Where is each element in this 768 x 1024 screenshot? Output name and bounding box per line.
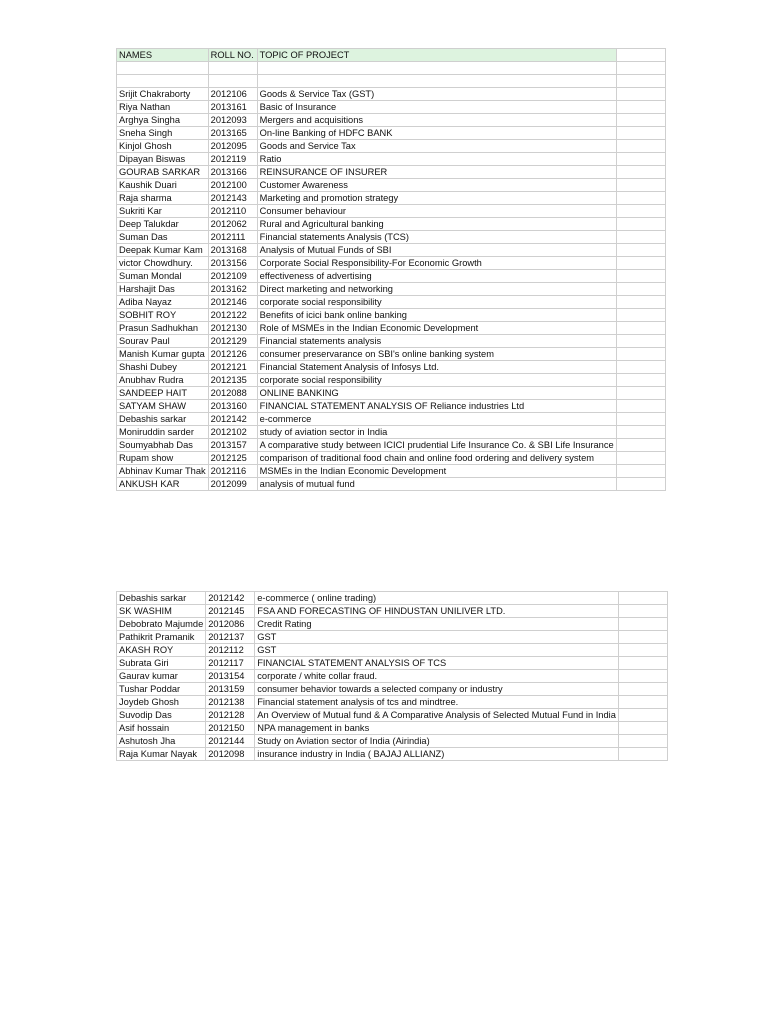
blank-row [117,62,666,75]
roll-no-cell: 2012125 [208,452,257,465]
table-row [117,478,666,491]
empty-cell [616,101,665,114]
name-cell: Rupam show [117,452,209,465]
name-cell: Harshajit Das [117,283,209,296]
empty-cell [618,709,667,722]
name-cell: Abhinav Kumar Thak [117,465,209,478]
empty-cell [616,244,665,257]
empty-cell [616,49,665,62]
project-table-main [116,48,666,491]
name-cell: Kaushik Duari [117,179,209,192]
empty-cell [616,426,665,439]
topic-cell: Direct marketing and networking [257,283,616,296]
name-cell: Raja sharma [117,192,209,205]
empty-cell [616,374,665,387]
topic-cell: effectiveness of advertising [257,270,616,283]
empty-cell [618,605,667,618]
topic-cell: GST [255,631,619,644]
table-row [117,592,668,605]
topic-cell: Analysis of Mutual Funds of SBI [257,244,616,257]
table-row [117,439,666,452]
roll-no-cell: 2012142 [206,592,255,605]
empty-cell [616,309,665,322]
empty-cell [618,670,667,683]
table-row [117,387,666,400]
roll-no-cell: 2013161 [208,101,257,114]
name-cell: GOURAB SARKAR [117,166,209,179]
topic-cell: Study on Aviation sector of India (Airindia) [255,735,619,748]
table-row [117,400,666,413]
topic-cell: FSA AND FORECASTING OF HINDUSTAN UNILIVER LTD. [255,605,619,618]
roll-no-cell: 2012137 [206,631,255,644]
name-cell: Srijit Chakraborty [117,88,209,101]
topic-cell: Mergers and acquisitions [257,114,616,127]
table-row [117,140,666,153]
empty-cell [616,322,665,335]
topic-cell: FINANCIAL STATEMENT ANALYSIS OF Reliance industries Ltd [257,400,616,413]
table-row [117,722,668,735]
roll-no-cell: 2012142 [208,413,257,426]
name-cell: SOBHIT ROY [117,309,209,322]
empty-cell [208,75,257,88]
roll-no-cell: 2012126 [208,348,257,361]
table-row [117,670,668,683]
roll-no-cell: 2012138 [206,696,255,709]
blank-row [117,75,666,88]
empty-cell [616,400,665,413]
table-row [117,374,666,387]
roll-no-cell: 2012129 [208,335,257,348]
table-row [117,179,666,192]
roll-no-cell: 2012143 [208,192,257,205]
roll-no-cell: 2013162 [208,283,257,296]
empty-cell [618,748,667,761]
roll-no-cell: 2012116 [208,465,257,478]
table-row [117,361,666,374]
table-row [117,153,666,166]
topic-cell: comparison of traditional food chain and online food ordering and delivery system [257,452,616,465]
topic-cell: corporate social responsibility [257,296,616,309]
topic-cell: ONLINE BANKING [257,387,616,400]
table-row [117,270,666,283]
name-cell: SK WASHIM [117,605,206,618]
empty-cell [616,478,665,491]
name-cell: Deep Talukdar [117,218,209,231]
topic-cell: GST [255,644,619,657]
table-row [117,413,666,426]
name-cell: Moniruddin sarder [117,426,209,439]
roll-no-cell: 2012109 [208,270,257,283]
table-row [117,101,666,114]
name-cell: Deepak Kumar Kam [117,244,209,257]
table-row [117,605,668,618]
topic-cell: Ratio [257,153,616,166]
empty-cell [618,735,667,748]
table-row [117,696,668,709]
empty-cell [616,413,665,426]
table-row [117,88,666,101]
roll-no-cell: 2012122 [208,309,257,322]
table-row [117,257,666,270]
header-names: NAMES [117,49,209,62]
topic-cell: Marketing and promotion strategy [257,192,616,205]
roll-no-cell: 2013166 [208,166,257,179]
empty-cell [616,88,665,101]
empty-cell [616,75,665,88]
empty-cell [616,192,665,205]
empty-cell [616,348,665,361]
name-cell: Joydeb Ghosh [117,696,206,709]
name-cell: Anubhav Rudra [117,374,209,387]
empty-cell [616,140,665,153]
roll-no-cell: 2012112 [206,644,255,657]
project-table-secondary [116,591,668,761]
roll-no-cell: 2012095 [208,140,257,153]
roll-no-cell: 2013157 [208,439,257,452]
empty-cell [618,657,667,670]
empty-cell [616,179,665,192]
name-cell: Arghya Singha [117,114,209,127]
name-cell: Soumyabhab Das [117,439,209,452]
name-cell: Pathikrit Pramanik [117,631,206,644]
table-row [117,735,668,748]
empty-cell [616,270,665,283]
empty-cell [616,361,665,374]
topic-cell: Rural and Agricultural banking [257,218,616,231]
topic-cell: Consumer behaviour [257,205,616,218]
roll-no-cell: 2012088 [208,387,257,400]
name-cell: Sourav Paul [117,335,209,348]
project-table-main-body [117,49,666,491]
roll-no-cell: 2012098 [206,748,255,761]
topic-cell: e-commerce ( online trading) [255,592,619,605]
header-roll-no: ROLL NO. [208,49,257,62]
empty-cell [117,75,209,88]
name-cell: Debobrato Majumde [117,618,206,631]
topic-cell: insurance industry in India ( BAJAJ ALLIANZ) [255,748,619,761]
topic-cell: An Overview of Mutual fund & A Comparative Analysis of Selected Mutual Fund in India [255,709,619,722]
topic-cell: Financial statements analysis [257,335,616,348]
table-row [117,748,668,761]
table-row [117,192,666,205]
name-cell: Riya Nathan [117,101,209,114]
name-cell: victor Chowdhury. [117,257,209,270]
topic-cell: Role of MSMEs in the Indian Economic Development [257,322,616,335]
empty-cell [618,696,667,709]
name-cell: Dipayan Biswas [117,153,209,166]
name-cell: AKASH ROY [117,644,206,657]
empty-cell [616,166,665,179]
name-cell: SANDEEP HAIT [117,387,209,400]
table-row [117,348,666,361]
roll-no-cell: 2012130 [208,322,257,335]
topic-cell: Goods & Service Tax (GST) [257,88,616,101]
roll-no-cell: 2013165 [208,127,257,140]
topic-cell: FINANCIAL STATEMENT ANALYSIS OF TCS [255,657,619,670]
empty-cell [618,592,667,605]
table-row [117,618,668,631]
empty-cell [257,75,616,88]
roll-no-cell: 2012099 [208,478,257,491]
topic-cell: consumer behavior towards a selected company or industry [255,683,619,696]
empty-cell [618,683,667,696]
topic-cell: Financial statements Analysis (TCS) [257,231,616,244]
empty-cell [616,62,665,75]
table-row [117,205,666,218]
table-row [117,114,666,127]
topic-cell: Benefits of icici bank online banking [257,309,616,322]
empty-cell [616,283,665,296]
empty-cell [616,218,665,231]
name-cell: ANKUSH KAR [117,478,209,491]
table-row [117,127,666,140]
table-row [117,296,666,309]
roll-no-cell: 2012121 [208,361,257,374]
roll-no-cell: 2013168 [208,244,257,257]
name-cell: Adiba Nayaz [117,296,209,309]
table-row [117,283,666,296]
roll-no-cell: 2012086 [206,618,255,631]
roll-no-cell: 2012128 [206,709,255,722]
topic-cell: MSMEs in the Indian Economic Development [257,465,616,478]
topic-cell: Corporate Social Responsibility-For Economic Growth [257,257,616,270]
topic-cell: Basic of Insurance [257,101,616,114]
empty-cell [616,387,665,400]
header-topic: TOPIC OF PROJECT [257,49,616,62]
topic-cell: e-commerce [257,413,616,426]
topic-cell: analysis of mutual fund [257,478,616,491]
table-row [117,322,666,335]
empty-cell [616,439,665,452]
empty-cell [618,618,667,631]
roll-no-cell: 2012135 [208,374,257,387]
topic-cell: A comparative study between ICICI prudential Life Insurance Co. & SBI Life Insurance [257,439,616,452]
roll-no-cell: 2012144 [206,735,255,748]
roll-no-cell: 2013154 [206,670,255,683]
name-cell: Debashis sarkar [117,413,209,426]
topic-cell: Financial statement analysis of tcs and mindtree. [255,696,619,709]
table-row [117,166,666,179]
table-row [117,231,666,244]
empty-cell [616,296,665,309]
roll-no-cell: 2012106 [208,88,257,101]
topic-cell: On-line Banking of HDFC BANK [257,127,616,140]
project-table-secondary-body [117,592,668,761]
roll-no-cell: 2012150 [206,722,255,735]
empty-cell [616,452,665,465]
header-row [117,49,666,62]
table-row [117,631,668,644]
name-cell: Sukriti Kar [117,205,209,218]
empty-cell [616,231,665,244]
topic-cell: REINSURANCE OF INSURER [257,166,616,179]
empty-cell [208,62,257,75]
topic-cell: Customer Awareness [257,179,616,192]
roll-no-cell: 2012145 [206,605,255,618]
name-cell: Debashis sarkar [117,592,206,605]
roll-no-cell: 2012100 [208,179,257,192]
name-cell: Kinjol Ghosh [117,140,209,153]
topic-cell: corporate / white collar fraud. [255,670,619,683]
empty-cell [616,114,665,127]
name-cell: Asif hossain [117,722,206,735]
topic-cell: Credit Rating [255,618,619,631]
topic-cell: Financial Statement Analysis of Infosys Ltd. [257,361,616,374]
roll-no-cell: 2012110 [208,205,257,218]
table-row [117,426,666,439]
topic-cell: consumer preservarance on SBI's online banking system [257,348,616,361]
roll-no-cell: 2012062 [208,218,257,231]
roll-no-cell: 2012102 [208,426,257,439]
roll-no-cell: 2013156 [208,257,257,270]
name-cell: Sneha Singh [117,127,209,140]
empty-cell [616,465,665,478]
name-cell: Ashutosh Jha [117,735,206,748]
table-row [117,335,666,348]
empty-cell [616,205,665,218]
roll-no-cell: 2012119 [208,153,257,166]
roll-no-cell: 2012093 [208,114,257,127]
name-cell: Prasun Sadhukhan [117,322,209,335]
roll-no-cell: 2013160 [208,400,257,413]
table-row [117,683,668,696]
topic-cell: study of aviation sector in India [257,426,616,439]
empty-cell [616,335,665,348]
name-cell: Suman Mondal [117,270,209,283]
topic-cell: corporate social responsibility [257,374,616,387]
name-cell: Tushar Poddar [117,683,206,696]
empty-cell [616,257,665,270]
table-row [117,709,668,722]
empty-cell [616,153,665,166]
name-cell: Suman Das [117,231,209,244]
empty-cell [618,722,667,735]
roll-no-cell: 2012146 [208,296,257,309]
name-cell: SATYAM SHAW [117,400,209,413]
roll-no-cell: 2013159 [206,683,255,696]
table-row [117,309,666,322]
topic-cell: Goods and Service Tax [257,140,616,153]
table-row [117,218,666,231]
table-row [117,644,668,657]
name-cell: Manish Kumar gupta [117,348,209,361]
empty-cell [117,62,209,75]
roll-no-cell: 2012117 [206,657,255,670]
name-cell: Suvodip Das [117,709,206,722]
roll-no-cell: 2012111 [208,231,257,244]
empty-cell [618,644,667,657]
name-cell: Raja Kumar Nayak [117,748,206,761]
table-row [117,657,668,670]
topic-cell: NPA management in banks [255,722,619,735]
name-cell: Gaurav kumar [117,670,206,683]
table-row [117,465,666,478]
empty-cell [257,62,616,75]
empty-cell [616,127,665,140]
table-row [117,244,666,257]
name-cell: Subrata Giri [117,657,206,670]
empty-cell [618,631,667,644]
table-row [117,452,666,465]
name-cell: Shashi Dubey [117,361,209,374]
